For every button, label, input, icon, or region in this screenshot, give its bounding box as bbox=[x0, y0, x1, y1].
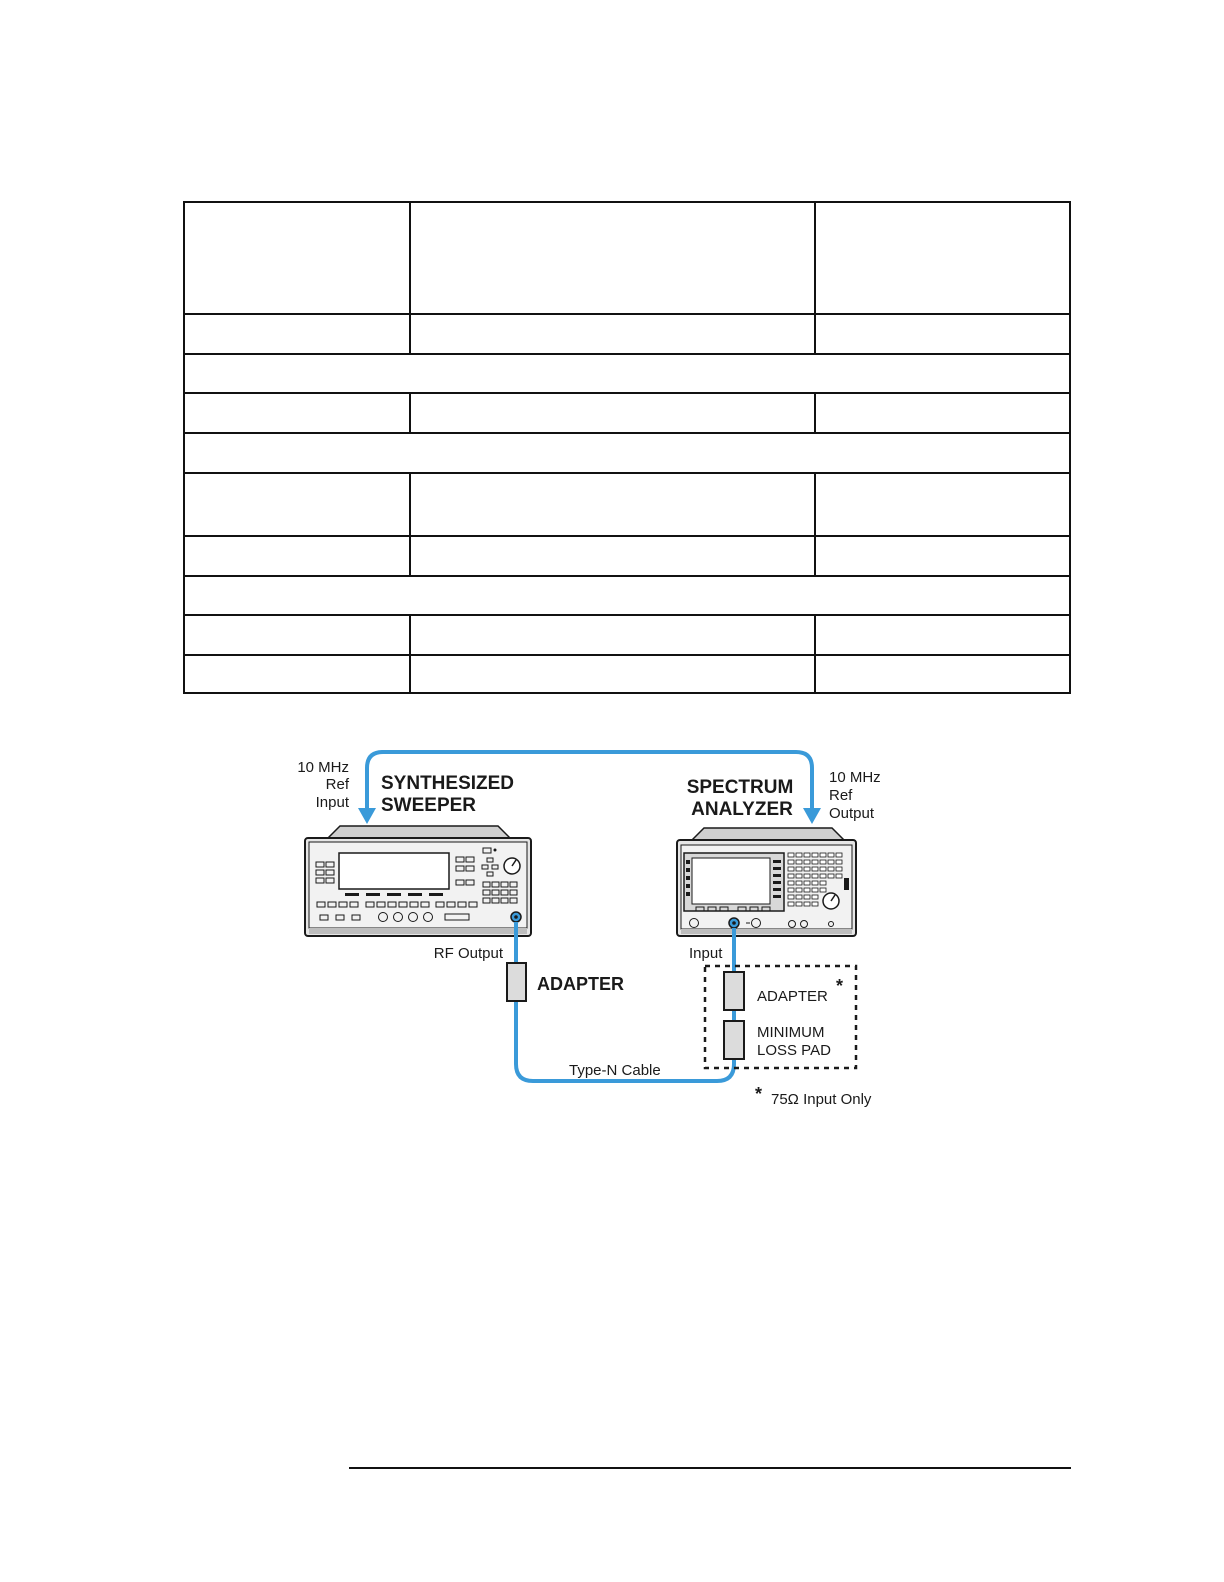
ref-arrow-sweeper bbox=[358, 808, 376, 824]
footer-rule bbox=[349, 1467, 1071, 1469]
analyzer-ref-label-1: 10 MHz bbox=[829, 769, 881, 786]
rf-output-label: RF Output bbox=[433, 945, 503, 962]
ref-arrow-analyzer bbox=[803, 808, 821, 824]
sweeper-ref-label-1: 10 MHz bbox=[297, 759, 349, 776]
sweeper-title-2: SWEEPER bbox=[381, 795, 477, 816]
pad-label-1: MINIMUM bbox=[757, 1024, 825, 1041]
sweeper-ref-label-2: Ref bbox=[325, 776, 349, 793]
optional-asterisk: * bbox=[836, 976, 844, 996]
optional-adapter bbox=[724, 972, 744, 1010]
minimum-loss-pad bbox=[724, 1021, 744, 1059]
cable-label: Type-N Cable bbox=[569, 1062, 661, 1079]
pad-label-2: LOSS PAD bbox=[757, 1042, 831, 1059]
adapter-label: ADAPTER bbox=[537, 974, 625, 994]
adapter bbox=[507, 963, 526, 1001]
analyzer-input-label: Input bbox=[689, 945, 723, 962]
analyzer-title-1: SPECTRUM bbox=[686, 777, 794, 798]
sweeper-ref-label-3: Input bbox=[315, 794, 349, 811]
synthesized-sweeper bbox=[305, 826, 531, 936]
analyzer-title-2: ANALYZER bbox=[691, 799, 793, 820]
footnote-text: 75Ω Input Only bbox=[771, 1091, 872, 1108]
footnote-asterisk: * bbox=[755, 1084, 763, 1104]
sweeper-title-1: SYNTHESIZED bbox=[381, 773, 515, 794]
analyzer-ref-label-2: Ref bbox=[829, 787, 853, 804]
spectrum-analyzer bbox=[677, 828, 856, 936]
optional-adapter-label: ADAPTER bbox=[757, 988, 828, 1005]
analyzer-ref-label-3: Output bbox=[829, 805, 875, 822]
